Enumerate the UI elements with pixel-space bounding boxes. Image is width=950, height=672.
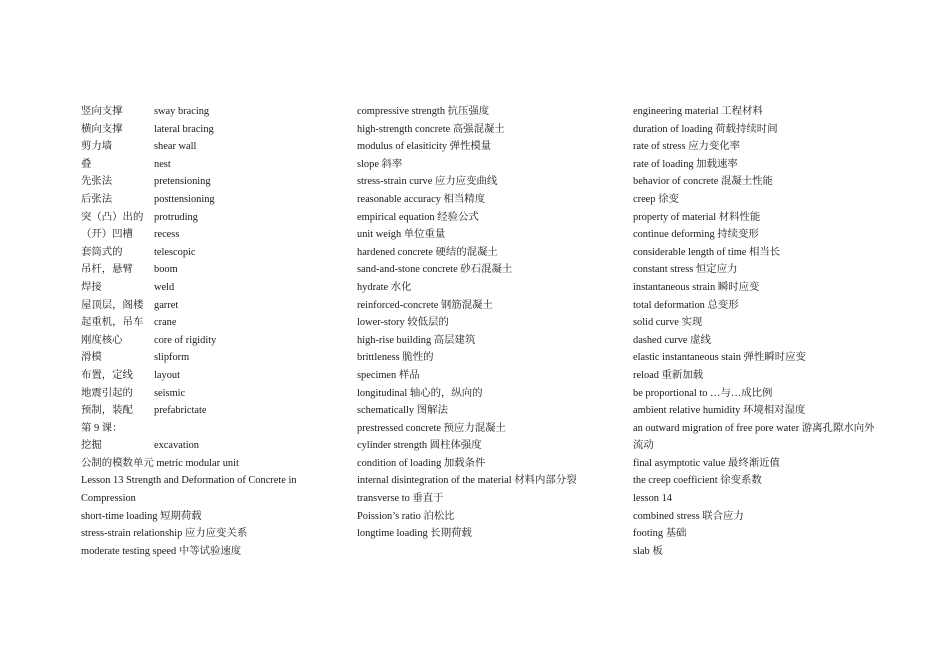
- term-line: transverse to 垂直于: [357, 493, 444, 505]
- term-row: [81, 385, 331, 403]
- column-1: [81, 103, 331, 560]
- term-en: seismic: [154, 387, 186, 399]
- term-row: [81, 402, 331, 420]
- term-zh: 竖向支撑: [81, 106, 123, 117]
- term-zh: （开）凹槽: [81, 229, 133, 241]
- term-row: [81, 297, 331, 315]
- term-en: boom: [154, 264, 178, 276]
- term-line: ambient relative humidity 环境相对湿度: [633, 405, 806, 417]
- term-line: hydrate 水化: [357, 281, 412, 293]
- term-zh: 叠: [81, 158, 92, 170]
- term-row: [81, 367, 331, 385]
- term-zh: 吊杆，悬臂: [81, 264, 133, 276]
- term-line: slab 板: [633, 545, 663, 557]
- term-zh: 滑模: [81, 352, 102, 364]
- lesson-14-heading: lesson 14: [633, 493, 672, 505]
- term-row: [81, 209, 331, 227]
- term-en: shear wall: [154, 141, 197, 153]
- term-line: specimen 样品: [357, 369, 420, 381]
- term-line: total deformation 总变形: [633, 299, 739, 311]
- term-zh: 刚度核心: [81, 334, 123, 346]
- term-line: brittleness 脆性的: [357, 352, 434, 364]
- term-line: hardened concrete 硬结的混凝土: [357, 246, 498, 258]
- term-line: engineering material 工程材料: [633, 106, 763, 117]
- column-3: [633, 103, 883, 560]
- term-line: considerable length of time 相当长: [633, 246, 781, 258]
- column-2: [357, 103, 607, 543]
- term-line: unit weigh 单位重量: [357, 229, 446, 241]
- term-line: cylinder strength 圆柱体强度: [357, 440, 482, 452]
- term-line: footing 基础: [633, 528, 687, 540]
- term-en: protruding: [154, 211, 198, 223]
- term-line: elastic instantaneous stain 弹性瞬时应变: [633, 352, 806, 364]
- term-line: 公制的模数单元 metric modular unit: [81, 457, 239, 469]
- term-row: [81, 138, 331, 156]
- term-line: short-time loading 短期荷载: [81, 510, 202, 522]
- term-line: dashed curve 虚线: [633, 334, 711, 346]
- term-line: slope 斜率: [357, 158, 403, 170]
- term-line: be proportional to …与…成比例: [633, 387, 773, 399]
- term-line: behavior of concrete 混凝土性能: [633, 176, 773, 188]
- term-en: pretensioning: [154, 176, 211, 188]
- term-line: reload 重新加载: [633, 369, 704, 381]
- term-line: condition of loading 加载条件: [357, 457, 486, 469]
- term-en: garret: [154, 299, 179, 311]
- term-line: rate of stress 应力变化率: [633, 141, 741, 153]
- lesson-9-heading: 第 9 课：: [81, 422, 123, 434]
- term-en: weld: [154, 281, 175, 293]
- term-row: [81, 103, 331, 121]
- term-zh: 后张法: [81, 193, 113, 205]
- term-row: [81, 121, 331, 139]
- term-line: longtime loading 长期荷载: [357, 528, 472, 540]
- term-line: stress-strain curve 应力应变曲线: [357, 176, 498, 188]
- term-line: compressive strength 抗压强度: [357, 106, 490, 117]
- term-line: an outward migration of free pore water 游离孔隙水向外流动: [633, 422, 875, 452]
- term-line: constant stress 恒定应力: [633, 264, 738, 276]
- term-line: high-rise building 高层建筑: [357, 334, 476, 346]
- term-row: [81, 349, 331, 367]
- term-line: reasonable accuracy 相当精度: [357, 193, 486, 205]
- term-line: reinforced-concrete 钢筋混凝土: [357, 299, 493, 311]
- term-en: slipform: [154, 352, 190, 364]
- term-zh: 地震引起的: [81, 387, 133, 399]
- term-zh: 起重机，吊车: [81, 317, 144, 329]
- term-line: longitudinal 轴心的，纵向的: [357, 387, 483, 399]
- term-row: [81, 261, 331, 279]
- term-line: solid curve 实现: [633, 317, 703, 329]
- term-line: duration of loading 荷载持续时间: [633, 123, 778, 135]
- term-line: rate of loading 加载速率: [633, 158, 738, 170]
- term-zh: 剪力墙: [81, 141, 113, 153]
- term-zh: 突（凸）出的: [81, 211, 144, 223]
- term-en: excavation: [154, 440, 200, 452]
- term-line: prestressed concrete 预应力混凝土: [357, 422, 506, 434]
- term-row: [81, 156, 331, 174]
- term-line: moderate testing speed 中等试验速度: [81, 545, 242, 557]
- term-row: [81, 437, 331, 455]
- term-line: sand-and-stone concrete 砂石混凝土: [357, 264, 513, 276]
- term-en: posttensioning: [154, 193, 215, 205]
- term-line: final asymptotic value 最终渐近值: [633, 457, 780, 469]
- term-row: [81, 332, 331, 350]
- term-line: creep 徐变: [633, 193, 679, 205]
- term-row: [81, 226, 331, 244]
- term-en: layout: [154, 369, 180, 381]
- term-zh: 屋顶层，阁楼: [81, 299, 144, 311]
- term-line: empirical equation 经验公式: [357, 211, 479, 223]
- term-en: telescopic: [154, 246, 196, 258]
- term-en: prefabrictate: [154, 405, 207, 417]
- term-line: combined stress 联合应力: [633, 510, 744, 522]
- term-line: high-strength concrete 高强混凝土: [357, 123, 505, 135]
- term-row: [81, 173, 331, 191]
- term-en: core of rigidity: [154, 334, 217, 346]
- term-row: [81, 279, 331, 297]
- term-line: Poission’s ratio 泊松比: [357, 510, 455, 522]
- term-zh: 挖掘: [81, 440, 102, 452]
- term-line: continue deforming 持续变形: [633, 229, 759, 241]
- term-zh: 横向支撑: [81, 123, 123, 135]
- term-en: sway bracing: [154, 106, 210, 117]
- term-zh: 预制，装配: [81, 405, 133, 417]
- term-line: stress-strain relationship 应力应变关系: [81, 528, 248, 540]
- term-en: recess: [154, 229, 180, 241]
- term-line: schematically 图解法: [357, 405, 448, 417]
- term-zh: 布置，定线: [81, 369, 133, 381]
- term-line: internal disintegration of the material 材料内部分裂: [357, 475, 577, 487]
- term-line: modulus of elasiticity 弹性模量: [357, 141, 492, 153]
- term-zh: 焊接: [81, 281, 102, 293]
- term-en: lateral bracing: [154, 123, 214, 135]
- term-en: nest: [154, 158, 171, 170]
- term-line: lower-story 较低层的: [357, 317, 449, 329]
- term-line: the creep coefficient 徐变系数: [633, 475, 762, 487]
- term-zh: 套筒式的: [81, 246, 123, 258]
- lesson-13-heading: Lesson 13 Strength and Deformation of Concrete in Compression: [81, 475, 297, 505]
- term-en: crane: [154, 317, 177, 329]
- term-line: instantaneous strain 瞬时应变: [633, 281, 760, 293]
- term-line: property of material 材料性能: [633, 211, 761, 223]
- term-zh: 先张法: [81, 176, 113, 188]
- term-row: [81, 191, 331, 209]
- term-row: [81, 244, 331, 262]
- term-row: [81, 314, 331, 332]
